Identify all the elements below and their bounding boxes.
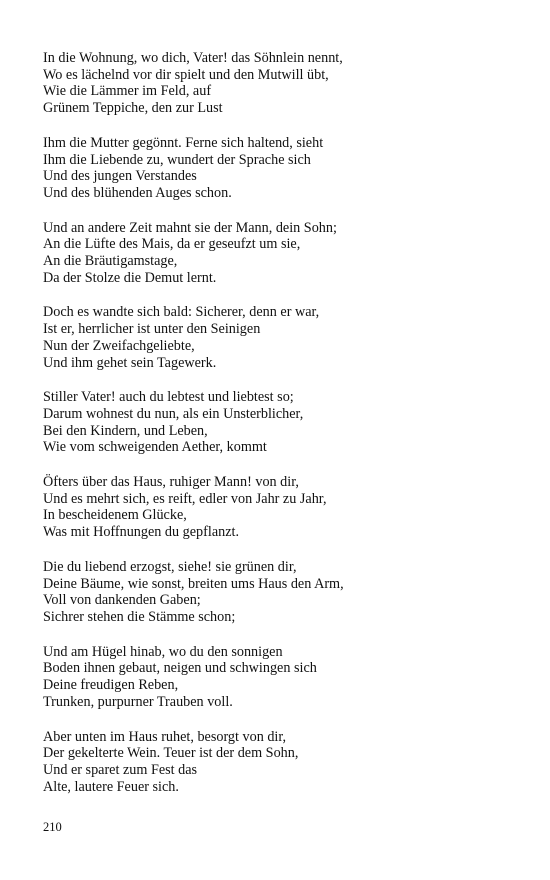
stanza bbox=[43, 729, 523, 796]
poem-line: Doch es wandte sich bald: Sicherer, denn er war, bbox=[43, 304, 320, 321]
stanza bbox=[43, 50, 523, 117]
stanza bbox=[43, 474, 523, 541]
poem-line: In bescheidenem Glücke, bbox=[43, 507, 187, 524]
poem-line: Die du liebend erzogst, siehe! sie grünen dir, bbox=[43, 558, 297, 575]
poem-line: Grünem Teppiche, den zur Lust bbox=[43, 100, 223, 117]
stanza bbox=[43, 389, 523, 456]
poem-line: An die Lüfte des Mais, da er geseufzt um sie, bbox=[43, 236, 301, 253]
poem-line: Boden ihnen gebaut, neigen und schwingen sich bbox=[43, 660, 317, 677]
poem-line: Ihm die Liebende zu, wundert der Sprache sich bbox=[43, 151, 311, 168]
stanza bbox=[43, 304, 523, 371]
poem-line: Bei den Kindern, und Leben, bbox=[43, 422, 208, 439]
poem-line: Wie die Lämmer im Feld, auf bbox=[43, 83, 212, 100]
poem-line: Ihm die Mutter gegönnt. Ferne sich haltend, sieht bbox=[43, 134, 324, 151]
poem-line: Stiller Vater! auch du lebtest und liebtest so; bbox=[43, 389, 294, 406]
poem-line: Und an andere Zeit mahnt sie der Mann, dein Sohn; bbox=[43, 219, 337, 236]
poem-line: Was mit Hoffnungen du gepflanzt. bbox=[43, 524, 239, 541]
page-number: 210 bbox=[43, 820, 62, 834]
poem-line: Der gekelterte Wein. Teuer ist der dem Sohn, bbox=[43, 745, 299, 762]
poem-line: Trunken, purpurner Trauben voll. bbox=[43, 693, 233, 710]
poem-line: Und des blühenden Auges schon. bbox=[43, 184, 232, 201]
poem-line: Deine Bäume, wie sonst, breiten ums Haus den Arm, bbox=[43, 575, 344, 592]
stanza bbox=[43, 135, 523, 202]
poem-line: Deine freudigen Reben, bbox=[43, 677, 179, 694]
poem-line: Und er sparet zum Fest das bbox=[43, 761, 198, 778]
poem-line: Aber unten im Haus ruhet, besorgt von dir, bbox=[43, 728, 287, 745]
poem-line: Und des jungen Verstandes bbox=[43, 168, 197, 185]
poem-line: Ist er, herrlicher ist unter den Seinigen bbox=[43, 321, 261, 338]
stanza bbox=[43, 559, 523, 626]
poem-line: Darum wohnest du nun, als ein Unsterblicher, bbox=[43, 405, 304, 422]
stanza bbox=[43, 644, 523, 711]
stanza bbox=[43, 220, 523, 287]
poem-line: In die Wohnung, wo dich, Vater! das Söhnlein nennt, bbox=[43, 50, 343, 66]
poem-line: Öfters über das Haus, ruhiger Mann! von dir, bbox=[43, 474, 299, 491]
poem-line: Nun der Zweifachgeliebte, bbox=[43, 337, 195, 354]
poem-line: Alte, lautere Feuer sich. bbox=[43, 778, 179, 795]
poem-line: Sichrer stehen die Stämme schon; bbox=[43, 608, 236, 625]
poem-line: An die Bräutigamstage, bbox=[43, 253, 178, 270]
poem-line: Da der Stolze die Demut lernt. bbox=[43, 269, 217, 286]
poem-line: Und ihm gehet sein Tagewerk. bbox=[43, 354, 217, 371]
poem-line: Wo es lächelnd vor dir spielt und den Mutwill übt, bbox=[43, 66, 329, 83]
poem-line: Wie vom schweigenden Aether, kommt bbox=[43, 439, 267, 456]
poem-line: Und am Hügel hinab, wo du den sonnigen bbox=[43, 643, 283, 660]
poem-line: Voll von dankenden Gaben; bbox=[43, 592, 201, 609]
poem-line: Und es mehrt sich, es reift, edler von Jahr zu Jahr, bbox=[43, 490, 327, 507]
poem-text bbox=[43, 50, 523, 813]
